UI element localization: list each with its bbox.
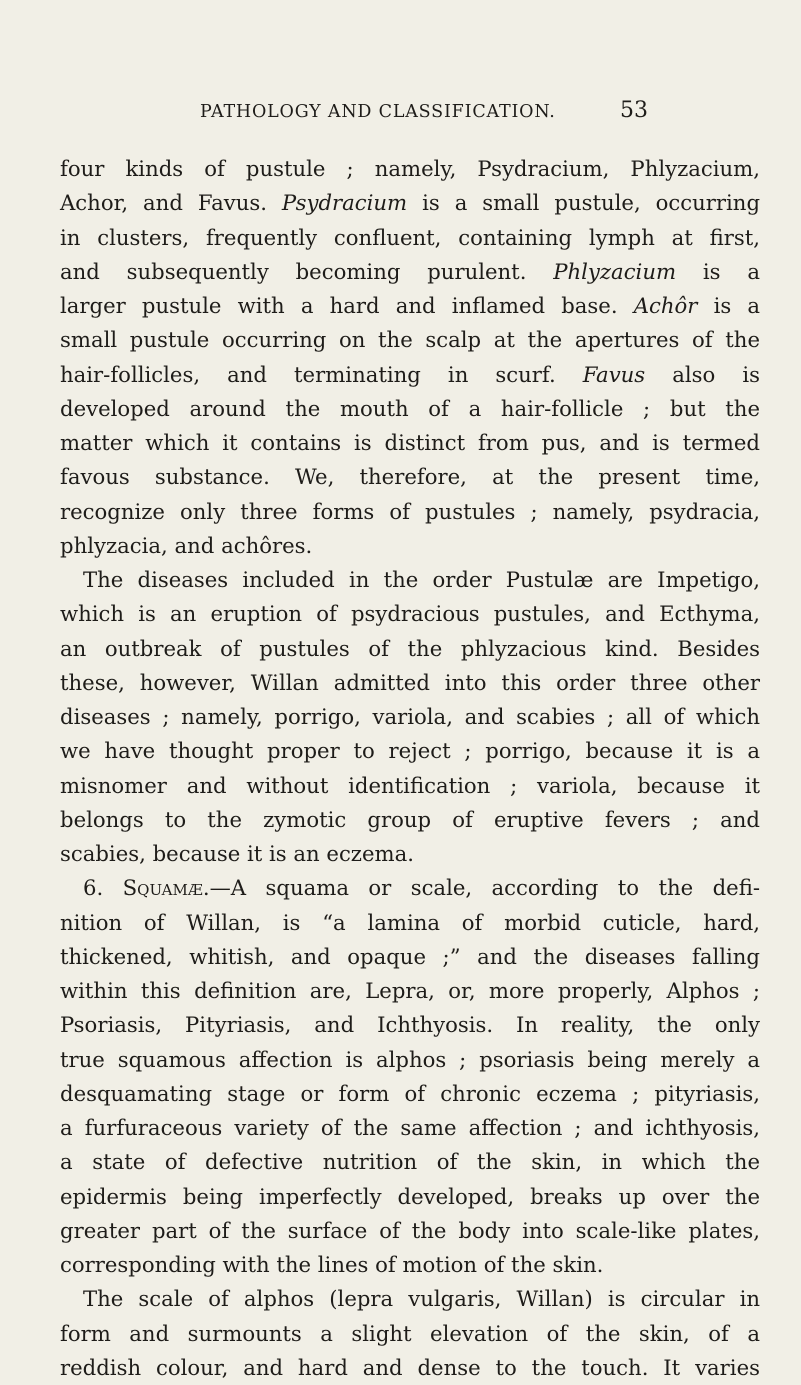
- text-line: [60, 1180, 760, 1214]
- text-run: form and surmounts a slight elevation of the skin, of a: [60, 1320, 760, 1346]
- text-run: small pustule occurring on the scalp at the apertures of the: [60, 327, 760, 353]
- text-line: [60, 152, 760, 186]
- text-run: reddish colour, and hard and dense to the touch. It varies: [60, 1354, 760, 1380]
- text-run: desquamating stage or form of chronic eczema ; pityriasis,: [60, 1080, 760, 1106]
- text-run: larger pustule with a hard and inflamed base.: [60, 293, 634, 318]
- text-line: [60, 1248, 760, 1282]
- text-line: [60, 221, 760, 255]
- text-run: within this definition are, Lepra, or, more properly, Alphos ;: [60, 978, 760, 1003]
- text-run: is a small pustule, occurring: [407, 190, 761, 216]
- text-run: Psoriasis, Pityriasis, and Ichthyosis. In reality, the only: [60, 1012, 760, 1038]
- text-run: matter which it contains is distinct from pus, and is termed: [60, 430, 760, 455]
- text-line: [60, 837, 760, 871]
- text-line: [60, 186, 760, 220]
- text-line: [60, 1317, 760, 1351]
- text-line: [60, 1145, 760, 1179]
- text-line: [60, 734, 760, 768]
- italic-term: Favus: [582, 361, 646, 387]
- text-line: [60, 940, 760, 974]
- text-run: which is an eruption of psydracious pustules, and Ecthyma,: [60, 601, 760, 627]
- text-line: [60, 1111, 760, 1145]
- text-line: [60, 906, 760, 940]
- text-line: [60, 255, 760, 289]
- text-run: 6.: [83, 875, 123, 901]
- text-run: also is: [645, 361, 760, 387]
- text-line: [60, 563, 760, 597]
- text-run: nition of Willan, is “a lamina of morbid cuticle, hard,: [60, 909, 760, 935]
- italic-term: Achôr: [633, 293, 698, 318]
- text-run: recognize only three forms of pustules ; namely, psydracia,: [60, 498, 760, 524]
- section-heading: Squamæ: [122, 875, 203, 901]
- text-line: [60, 769, 760, 803]
- text-run: a furfuraceous variety of the same affection ; and ichthyosis,: [60, 1115, 760, 1140]
- text-run: diseases ; namely, porrigo, variola, and scabies ; all of which: [60, 704, 760, 729]
- text-run: scabies, because it is an eczema.: [60, 841, 414, 866]
- text-line: [60, 426, 760, 460]
- text-run: thickened, whitish, and opaque ;” and the diseases falling: [60, 943, 760, 969]
- text-run: The diseases included in the order Pustulæ are Impetigo,: [83, 567, 760, 592]
- text-run: a state of defective nutrition of the skin, in which the: [60, 1149, 760, 1175]
- text-line: [60, 666, 760, 700]
- text-line: [60, 1008, 760, 1042]
- text-run: is a: [697, 293, 760, 318]
- text-run: .—A squama or scale, according to the defi-: [202, 875, 760, 901]
- text-run: these, however, Willan admitted into this order three other: [60, 669, 760, 695]
- body-text: [60, 152, 760, 1385]
- text-line: [60, 1282, 760, 1316]
- text-line: [60, 358, 760, 392]
- text-run: corresponding with the lines of motion of the skin.: [60, 1252, 604, 1277]
- page-number: 53: [620, 98, 648, 123]
- text-run: an outbreak of pustules of the phlyzacious kind. Besides: [60, 635, 760, 661]
- text-run: The scale of alphos (lepra vulgaris, Willan) is circular in: [83, 1286, 760, 1312]
- text-line: [60, 529, 760, 563]
- text-line: [60, 1077, 760, 1111]
- text-line: [60, 392, 760, 426]
- text-run: four kinds of pustule ; namely, Psydracium, Phlyzacium,: [60, 156, 760, 181]
- text-run: misnomer and without identification ; variola, because it: [60, 772, 760, 798]
- text-line: [60, 871, 760, 905]
- text-line: [60, 495, 760, 529]
- text-line: [60, 632, 760, 666]
- text-line: [60, 1043, 760, 1077]
- text-line: [60, 974, 760, 1008]
- text-run: and subsequently becoming purulent.: [60, 258, 554, 284]
- text-line: [60, 460, 760, 494]
- text-run: Achor, and Favus.: [60, 190, 282, 216]
- text-run: we have thought proper to reject ; porrigo, because it is a: [60, 738, 760, 764]
- page-header: [0, 98, 801, 132]
- text-run: epidermis being imperfectly developed, breaks up over the: [60, 1183, 760, 1209]
- text-line: [60, 597, 760, 631]
- text-run: greater part of the surface of the body into scale-like plates,: [60, 1217, 760, 1243]
- text-run: favous substance. We, therefore, at the present time,: [60, 464, 760, 490]
- text-run: true squamous affection is alphos ; psoriasis being merely a: [60, 1046, 760, 1072]
- running-title: PATHOLOGY AND CLASSIFICATION.: [200, 102, 556, 122]
- text-run: phlyzacia, and achôres.: [60, 532, 313, 558]
- text-line: [60, 1351, 760, 1385]
- text-line: [60, 803, 760, 837]
- text-run: hair-follicles, and terminating in scurf.: [60, 361, 583, 387]
- text-line: [60, 323, 760, 357]
- text-run: belongs to the zymotic group of eruptive fevers ; and: [60, 806, 760, 832]
- text-run: developed around the mouth of a hair-follicle ; but the: [60, 395, 760, 421]
- text-line: [60, 289, 760, 323]
- text-run: is a: [676, 258, 760, 284]
- text-line: [60, 700, 760, 734]
- text-line: [60, 1214, 760, 1248]
- italic-term: Phlyzacium: [553, 258, 677, 284]
- text-run: in clusters, frequently confluent, containing lymph at first,: [60, 224, 760, 250]
- italic-term: Psydracium: [281, 190, 408, 216]
